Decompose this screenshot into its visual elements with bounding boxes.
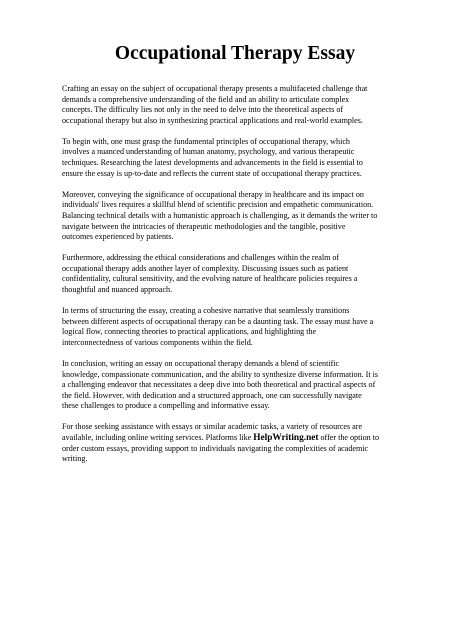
text-line: In conclusion, writing an essay on occupational therapy demands a blend of scientific	[62, 358, 340, 368]
text-segment: offer the option to	[318, 433, 380, 443]
text-line: demands a comprehensive understanding of the field and an ability to articulate complex	[62, 94, 350, 104]
text-line: navigate between the intricacies of therapeutic methodologies and the tangible, positive	[62, 221, 346, 231]
text-line: occupational therapy adds another layer of complexity. Discussing issues such as patient	[62, 263, 349, 273]
text-line: knowledge, compassionate communication, and the ability to synthesize diverse information. It is	[62, 369, 379, 379]
text-line-with-link	[62, 433, 408, 444]
text-line: Crafting an essay on the subject of occupational therapy presents a multifaceted challenge that	[62, 84, 368, 93]
text-line: techniques. Researching the latest developments and advancements in the field is essential to	[62, 158, 363, 168]
text-line: Balancing technical details with a humanistic approach is challenging, as it demands the writer to	[62, 210, 378, 220]
text-line: In terms of structuring the essay, creating a cohesive narrative that seamlessly transitions	[62, 306, 350, 316]
paragraph-principles	[62, 137, 408, 179]
text-line: order custom essays, providing support to individuals navigating the complexities of academic	[62, 443, 369, 453]
text-line: the field. However, with dedication and a structured approach, one can successfully navigate	[62, 390, 362, 400]
text-line: concepts. The difficulty lies not only in the need to delve into the theoretical aspects of	[62, 105, 344, 115]
text-line: For those seeking assistance with essays or similar academic tasks, a variety of resources are	[62, 422, 363, 432]
helpwriting-link[interactable]: HelpWriting.net	[253, 433, 319, 444]
text-line: these challenges to produce a compelling and informative essay.	[62, 401, 270, 411]
text-line: logical flow, connecting theories to practical applications, and highlighting the	[62, 327, 317, 337]
text-line: occupational therapy but also in synthesizing practical applications and real-world examples.	[62, 115, 363, 125]
text-segment: available, including online writing services. Platforms like	[62, 433, 254, 443]
document-title: Occupational Therapy Essay	[114, 43, 356, 64]
paragraph-ethics	[62, 253, 408, 295]
text-line: involves a nuanced understanding of human anatomy, psychology, and various therapeutic	[62, 147, 355, 157]
text-line: thoughtful and nuanced approach.	[62, 285, 173, 294]
paragraph-conclusion	[62, 359, 408, 412]
text-line: writing.	[62, 454, 88, 464]
text-line: between different aspects of occupational therapy can be a daunting task. The essay must have a	[62, 316, 374, 326]
text-line: To begin with, one must grasp the fundamental principles of occupational therapy, which	[62, 136, 350, 146]
paragraph-resources	[62, 422, 408, 464]
text-line: a challenging endeavor that necessitates a deep dive into both theoretical and practical aspects of	[62, 380, 376, 390]
paragraph-structure	[62, 306, 408, 348]
text-line: Moreover, conveying the significance of occupational therapy in healthcare and its impact on	[62, 189, 364, 199]
paragraph-significance	[62, 190, 408, 243]
text-line: interconnectedness of various components within the field.	[62, 337, 253, 347]
text-line: individuals' lives requires a skillful blend of scientific precision and empathetic communication.	[62, 200, 374, 210]
text-line: confidentiality, cultural sensitivity, and the evolving nature of healthcare policies requires a	[62, 274, 358, 284]
essay-body	[62, 84, 408, 465]
paragraph-intro	[62, 84, 408, 126]
text-line: ensure the essay is up-to-date and reflects the current state of occupational therapy practices.	[62, 168, 362, 178]
text-line: outcomes experienced by patients.	[62, 232, 174, 242]
text-line: Furthermore, addressing the ethical considerations and challenges within the realm of	[62, 253, 340, 263]
